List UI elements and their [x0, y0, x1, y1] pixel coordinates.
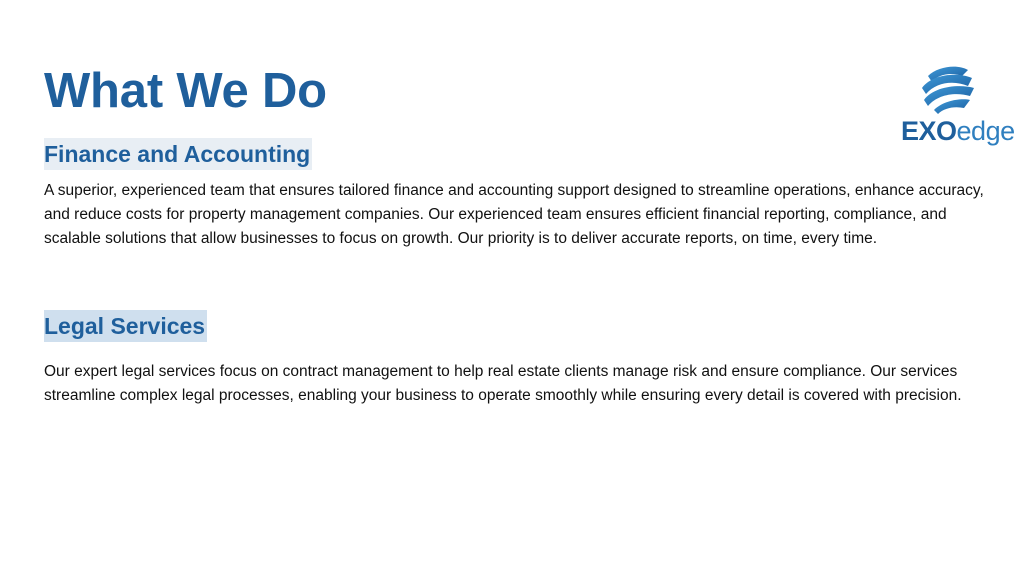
page-title: What We Do — [44, 64, 327, 118]
section-heading-finance: Finance and Accounting — [44, 138, 312, 170]
section-body-legal: Our expert legal services focus on contract management to help real estate clients manage risk and ensure compliance. Our services streamline complex legal processes, enabling your business to operate smoothly while ensuring every detail is covered with precision. — [44, 363, 962, 404]
exoedge-logo-mark-icon — [918, 62, 976, 114]
brand-name-strong: EXO — [901, 116, 957, 146]
brand-name-light: edge — [956, 116, 1015, 146]
section-body-finance: A superior, experienced team that ensures tailored finance and accounting support designed to streamline operations, enhance accuracy, and reduce costs for property management companies. Our experienced team ensures efficient financial reporting, compliance, and scalable solutions that allow businesses to focus on growth. Our priority is to deliver accurate reports, on time, every time. — [44, 182, 984, 247]
brand-name — [901, 114, 1015, 148]
section-heading-legal: Legal Services — [44, 310, 207, 342]
brand-logo — [898, 62, 1015, 154]
